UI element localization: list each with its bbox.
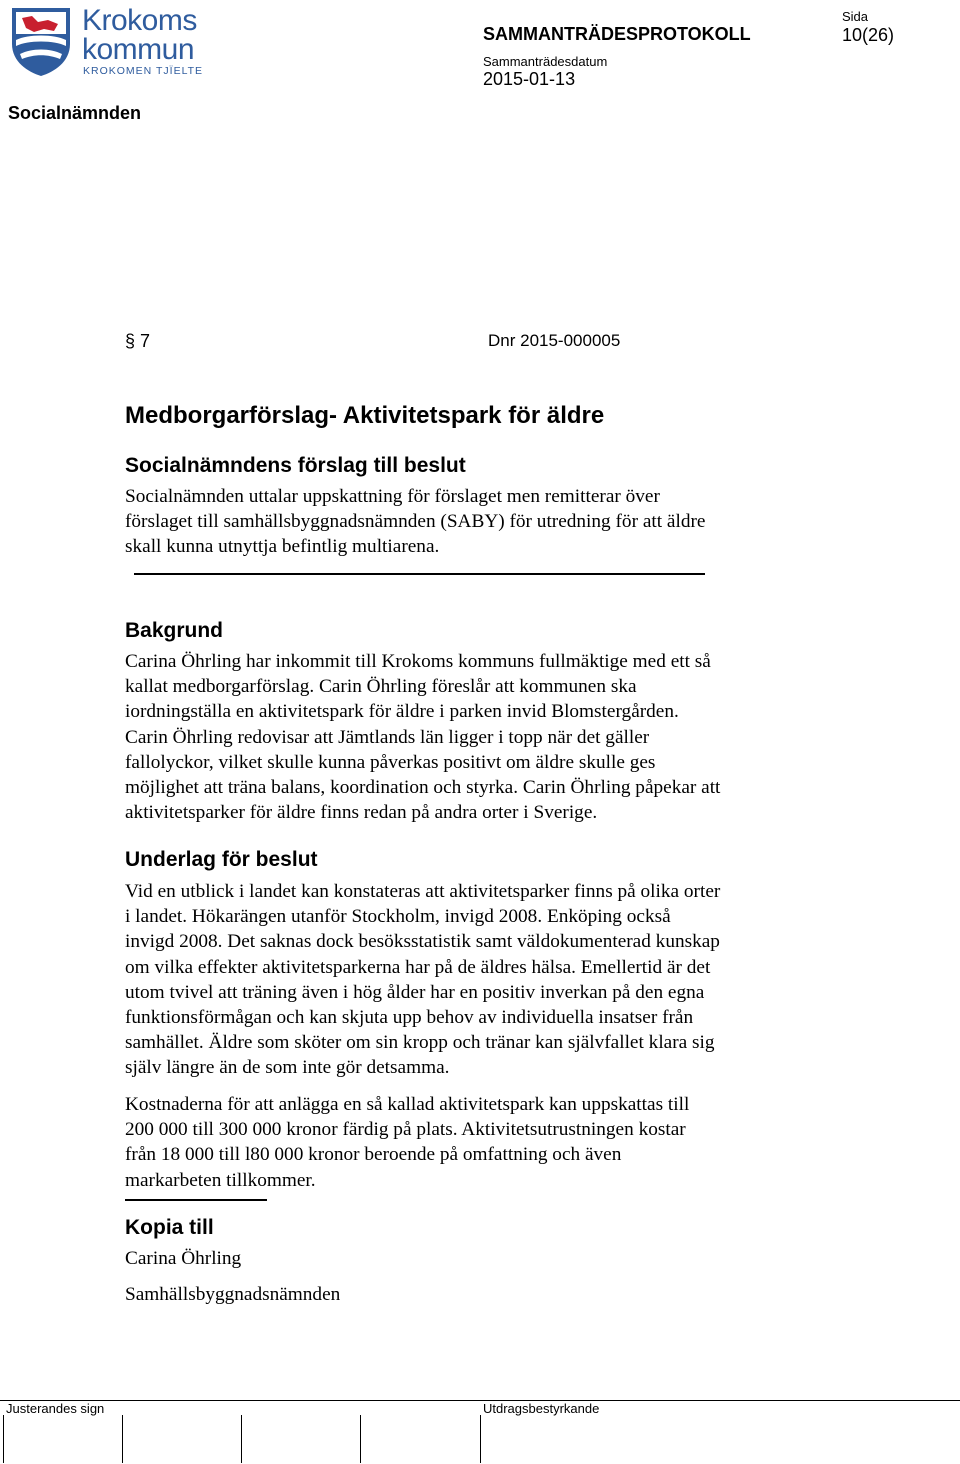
- meeting-date: 2015-01-13: [483, 69, 576, 89]
- document-type: SAMMANTRÄDESPROTOKOLL: [483, 24, 751, 44]
- basis-heading: Underlag för beslut: [125, 848, 318, 871]
- page-label: Sida: [842, 9, 869, 24]
- signature-box-divider: [480, 1415, 481, 1463]
- copy-recipient: Samhällsbyggnadsnämnden: [125, 1284, 341, 1305]
- footer-rule: [0, 1400, 960, 1401]
- proposal-heading: Socialnämndens förslag till beslut: [125, 454, 466, 477]
- meeting-date-label: Sammanträdesdatum: [483, 54, 608, 69]
- krokoms-kommun-logo: [8, 4, 208, 78]
- cost-text: Kostnaderna för att anlägga en så kallad aktivitetspark kan uppskattas till 200 000 till 300 000 kronor färdig på plats. Aktivitetsutrustningen kostar från 18 000 till l80 000 kronor beroende på omfattning och även markarbeten tillkommer.: [125, 1094, 690, 1191]
- paragraph-number: § 7: [125, 331, 151, 351]
- page-number: 10(26): [842, 25, 895, 45]
- section-divider: [134, 573, 705, 575]
- signature-label: Justerandes sign: [6, 1401, 105, 1416]
- proposal-text: Socialnämnden uttalar uppskattning för förslaget men remitterar över förslaget till samhällsbyggnadsnämnden (SABY) för utredning för att äldre skall kunna utnyttja befintlig multiarena.: [125, 486, 706, 558]
- copy-heading: Kopia till: [125, 1216, 214, 1239]
- logo-wordmark: Krokoms kommun: [82, 4, 197, 66]
- background-heading: Bakgrund: [125, 619, 224, 642]
- item-title: Medborgarförslag- Aktivitetspark för äldre: [125, 402, 605, 429]
- basis-text: Vid en utblick i landet kan konstateras att aktivitetsparker finns på olika orter i landet. Hökarängen utanför Stockholm, invigd 2008. Enköping också invigd 2008. Det saknas dock besöksstatistik samt väldokumenterad kunskap om vilka effekter aktivitetsparkerna har på de äldres hälsa. Emellertid är det utom tvivel att träning även i hög ålder har en positiv inverkan på den egna funktionsförmågan och kan skjuta upp behov av individuella insatser från samhället. Äldre som sköter om sin kropp och tränar kan självfallet klara sig själv längre än de som inte gör detsamma.: [125, 881, 721, 1079]
- signature-box-divider: [360, 1415, 361, 1463]
- closing-divider: [125, 1199, 267, 1201]
- coat-of-arms-icon: [8, 4, 74, 78]
- signature-box-divider: [3, 1415, 4, 1463]
- committee-name: Socialnämnden: [8, 103, 142, 123]
- certification-label: Utdragsbestyrkande: [483, 1401, 600, 1416]
- copy-recipient: Carina Öhrling: [125, 1248, 242, 1269]
- logo-subtitle: KROKOMEN TJÏELTE: [83, 65, 204, 77]
- signature-box-divider: [122, 1415, 123, 1463]
- diary-number: Dnr 2015-000005: [488, 331, 621, 350]
- background-text: Carina Öhrling har inkommit till Krokoms kommuns fullmäktige med ett så kallat medborgarförslag. Carin Öhrling föreslår att kommunen ska iordningställa en aktivitetspark för äldre i parken invid Blomstergården. Carin Öhrling redovisar att Jämtlands län ligger i topp när det gäller fallolyckor, vilket skulle kunna påverkas positivt om äldre skulle ges möjlighet att träna balans, koordination och styrka. Carin Öhrling påpekar att aktivitetsparker för äldre finns redan på andra orter i Sverige.: [125, 651, 721, 824]
- signature-box-divider: [241, 1415, 242, 1463]
